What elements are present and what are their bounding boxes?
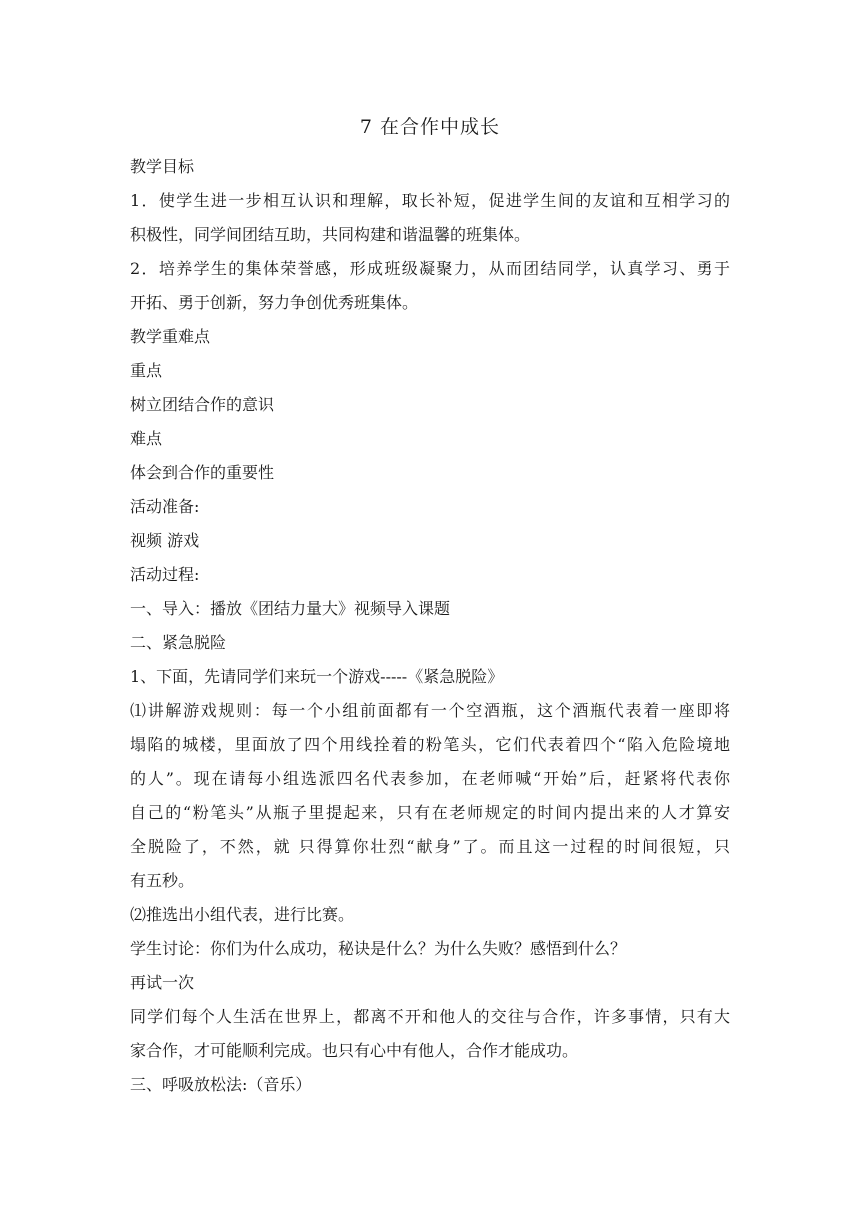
- text-line: 全脱险了，不然，就 只得算你壮烈“献身”了。而且这一过程的时间很短，只: [130, 837, 730, 856]
- text-line: 开拓、勇于创新，努力争创优秀班集体。: [130, 293, 419, 312]
- text-line: 教学目标: [130, 157, 195, 176]
- text-line: 有五秒。: [130, 871, 195, 890]
- text-line: 三、呼吸放松法:（音乐）: [130, 1075, 312, 1094]
- text-line: 的人”。现在请每小组选派四名代表参加，在老师喊“开始”后，赶紧将代表你: [130, 769, 730, 788]
- text-line: 1、下面，先请同学们来玩一个游戏-----《紧急脱险》: [130, 667, 504, 686]
- text-line: 自己的“粉笔头”从瓶子里提起来，只有在老师规定的时间内提出来的人才算安: [130, 803, 730, 822]
- text-line: 二、紧急脱险: [130, 633, 227, 652]
- text-line: 家合作，才可能顺利完成。也只有心中有他人，合作才能成功。: [130, 1041, 579, 1060]
- text-line: 活动准备:: [130, 497, 200, 516]
- text-line: 同学们每个人生活在世界上，都离不开和他人的交往与合作，许多事情，只有大: [130, 1007, 730, 1026]
- text-line: 视频 游戏: [130, 531, 200, 550]
- document-title: 7 在合作中成长: [359, 116, 501, 138]
- text-line: ⑴讲解游戏规则：每一个小组前面都有一个空酒瓶，这个酒瓶代表着一座即将: [130, 701, 730, 720]
- text-line: 活动过程:: [130, 565, 200, 584]
- text-line: 1．使学生进一步相互认识和理解，取长补短，促进学生间的友谊和互相学习的: [130, 191, 730, 210]
- text-line: ⑵推选出小组代表，进行比赛。: [130, 905, 355, 924]
- text-line: 体会到合作的重要性: [130, 463, 275, 482]
- text-line: 教学重难点: [130, 327, 211, 346]
- document-body: [130, 150, 730, 1102]
- text-line: 难点: [130, 429, 163, 448]
- text-line: 重点: [130, 361, 163, 380]
- text-line: 一、导入：播放《团结力量大》视频导入课题: [130, 599, 451, 618]
- text-line: 积极性，同学间团结互助，共同构建和谐温馨的班集体。: [130, 225, 531, 244]
- text-line: 2．培养学生的集体荣誉感，形成班级凝聚力，从而团结同学，认真学习、勇于: [130, 259, 730, 278]
- text-line: 学生讨论：你们为什么成功，秘诀是什么？为什么失败？感悟到什么？: [130, 939, 627, 958]
- text-line: 再试一次: [130, 973, 195, 992]
- text-line: 树立团结合作的意识: [130, 395, 275, 414]
- text-line: 塌陷的城楼，里面放了四个用线拴着的粉笔头，它们代表着四个“陷入危险境地: [130, 735, 730, 754]
